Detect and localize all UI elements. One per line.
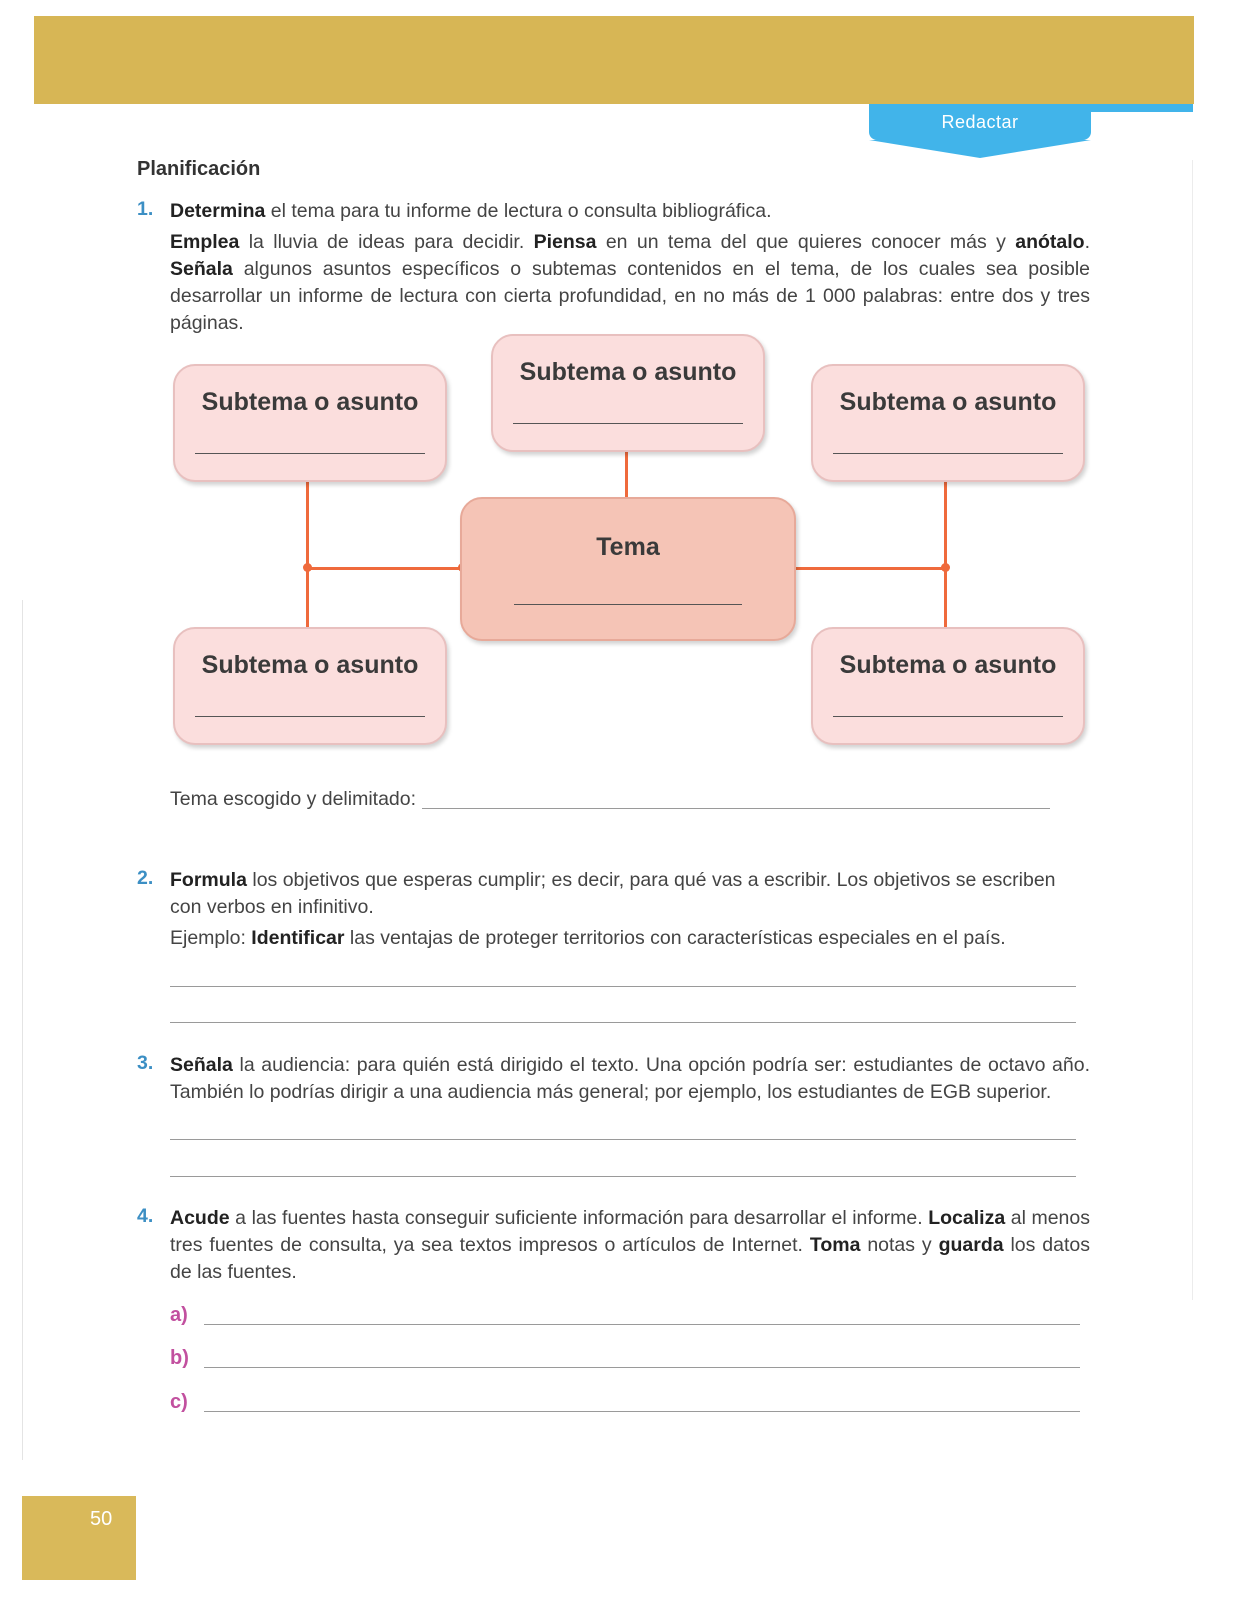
connector-left-vertical (306, 478, 309, 636)
answer-line[interactable] (170, 986, 1076, 987)
header-tab-strip (1091, 104, 1193, 112)
item-2-example-verb: Identificar (251, 927, 345, 949)
item-2-paragraph (170, 867, 1090, 921)
subtopic-box-top-left (173, 364, 447, 482)
item-1-verb: Determina (170, 200, 266, 222)
chosen-topic-blank-line[interactable] (422, 808, 1050, 809)
connector-top-vertical (625, 448, 628, 502)
subtopic-label: Subtema o asunto (519, 358, 737, 386)
subtopic-blank-line[interactable] (195, 716, 425, 717)
source-answer-line[interactable] (204, 1367, 1080, 1368)
item-2-number: 2. (137, 867, 154, 889)
subtopic-blank-line[interactable] (513, 423, 743, 424)
item-2-example-text: las ventajas de proteger territorios con características especiales en el país. (344, 927, 1006, 949)
right-margin-rule (1192, 160, 1193, 1300)
answer-line[interactable] (170, 1176, 1076, 1177)
page-number-box (22, 1496, 136, 1580)
item-1-heading-text: el tema para tu informe de lectura o consulta bibliográfica. (265, 200, 772, 222)
subtopic-label: Subtema o asunto (839, 388, 1057, 416)
item-1-p-verb-2: Piensa (533, 231, 597, 253)
subtopic-blank-line[interactable] (833, 453, 1063, 454)
source-option-a: a) (170, 1304, 188, 1326)
subtopic-label: Subtema o asunto (201, 388, 419, 416)
item-1-p-text-3: . (1084, 231, 1090, 253)
connector-dot (941, 563, 950, 572)
item-1-p-verb-3: anótalo (1015, 231, 1085, 253)
item-4-paragraph (170, 1205, 1090, 1286)
item-3-paragraph (170, 1052, 1090, 1106)
connector-right-vertical (944, 478, 947, 636)
section-title: Planificación (137, 158, 261, 180)
source-option-c: c) (170, 1391, 188, 1413)
item-4-text-3: notas y (860, 1234, 939, 1256)
header-band (34, 16, 1194, 104)
source-option-b: b) (170, 1347, 189, 1369)
left-margin-rule (22, 600, 23, 1460)
item-4-text-4: los datos de las fuentes. (170, 1234, 1090, 1283)
answer-line[interactable] (170, 1139, 1076, 1140)
item-1-p-verb-1: Emplea (170, 231, 240, 253)
connector-right-horizontal (789, 567, 946, 570)
topic-blank-line[interactable] (514, 604, 742, 605)
item-3-number: 3. (137, 1052, 154, 1074)
source-answer-line[interactable] (204, 1324, 1080, 1325)
item-1-heading (170, 198, 1090, 225)
item-1-p-verb-4: Señala (170, 258, 233, 280)
item-1-p-text-1: la lluvia de ideas para decidir. (239, 231, 534, 253)
item-4-verb-3: Toma (809, 1234, 861, 1256)
chosen-topic-label: Tema escogido y delimitado: (170, 788, 417, 810)
item-3-text: la audiencia: para quién está dirigido el texto. Una opción podría ser: estudiantes de octavo año. También lo podrías dirigir a una audiencia más general; por ejemplo, los estudiantes de EGB superior. (170, 1054, 1090, 1103)
item-2-example (170, 925, 1090, 952)
item-3-verb: Señala (170, 1054, 233, 1076)
item-1-p-text-2: en un tema del que quieres conocer más y (596, 231, 1016, 253)
subtopic-box-bottom-right (811, 627, 1085, 745)
item-4-verb-4: guarda (938, 1234, 1004, 1256)
subtopic-blank-line[interactable] (833, 716, 1063, 717)
section-tab-arrow (869, 140, 1091, 158)
source-answer-line[interactable] (204, 1411, 1080, 1412)
topic-box-center (460, 497, 796, 641)
section-tab-redactar: Redactar (869, 104, 1091, 140)
connector-left-horizontal (306, 567, 462, 570)
subtopic-box-top-right (811, 364, 1085, 482)
item-4-verb-2: Localiza (928, 1207, 1006, 1229)
item-4-text-2: al menos tres fuentes de consulta, ya sea textos impresos o artículos de Internet. (170, 1207, 1090, 1256)
answer-line[interactable] (170, 1022, 1076, 1023)
subtopic-box-bottom-left (173, 627, 447, 745)
item-2-example-prefix: Ejemplo: (170, 927, 252, 949)
item-4-verb-1: Acude (170, 1207, 230, 1229)
subtopic-blank-line[interactable] (195, 453, 425, 454)
subtopic-box-top-center (491, 334, 765, 452)
topic-label: Tema (596, 533, 660, 561)
item-4-text-1: a las fuentes hasta conseguir suficiente información para desarrollar el informe. (229, 1207, 929, 1229)
page-number: 50 (90, 1508, 113, 1530)
connector-dot (303, 563, 312, 572)
item-2-verb: Formula (170, 869, 247, 891)
item-2-text: los objetivos que esperas cumplir; es decir, para qué vas a escribir. Los objetivos se escriben con verbos en infinitivo. (170, 869, 1056, 918)
subtopic-label: Subtema o asunto (839, 651, 1057, 679)
item-1-paragraph (170, 229, 1090, 337)
item-1-number: 1. (137, 198, 154, 220)
subtopic-label: Subtema o asunto (201, 651, 419, 679)
item-1-p-text-4: algunos asuntos específicos o subtemas contenidos en el tema, de los cuales sea posible desarrollar un informe de lectura con cierta profundidad, en no más de 1 000 palabras: entre dos y tres páginas. (170, 258, 1090, 334)
item-4-number: 4. (137, 1205, 154, 1227)
